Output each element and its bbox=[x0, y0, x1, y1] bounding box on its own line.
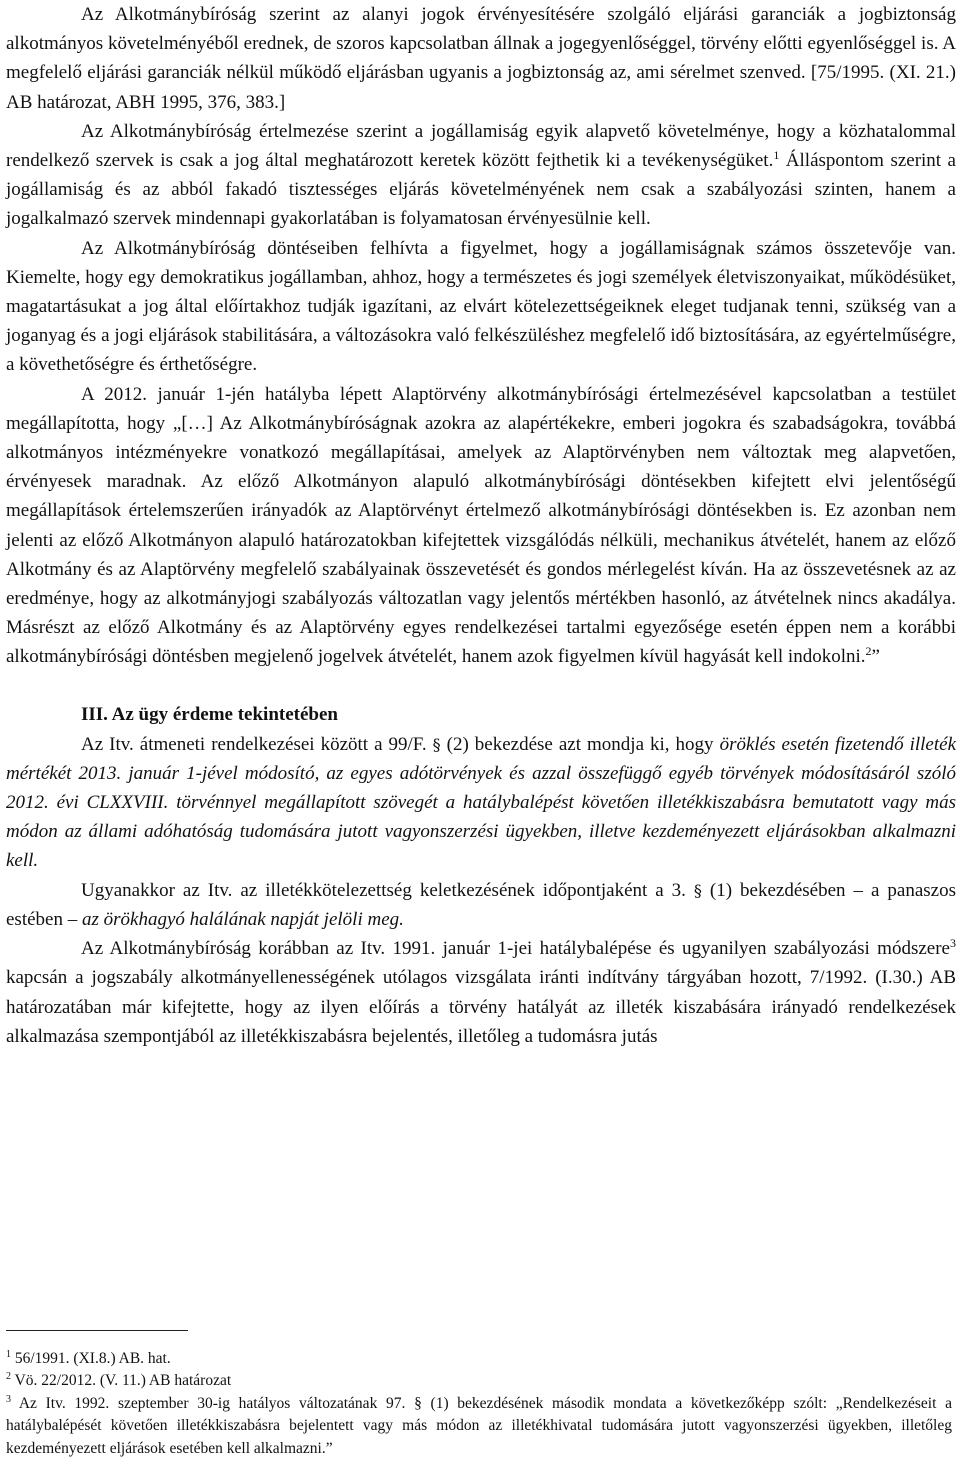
paragraph-4-text-a: A 2012. január 1-jén hatályba lépett Alaptörvény alkotmánybírósági értelmezésével kapcsolatban a testület megállapította, hogy „[…] Az Alkotmánybíróságnak azokra az alapértékekre, emberi jogokra és szabadságokra, továbbá alkotmányos intézményekre vonatkozó megállapításai, amelyek az Alaptörvényben nem változtak meg alapvetően, érvényesek maradnak. Az előző Alkotmányon alapuló alkotmánybírósági döntésekben kifejtett elvi jelentőségű megállapítások értelemszerűen irányadók az Alaptörvényt értelmező alkotmánybírósági döntésekben is. Ez azonban nem jelenti az előző Alkotmányon alapuló határozatokban kifejtettek vizsgálódás nélküli, mechanikus átvételét, hanem az előző Alkotmány és az Alaptörvény megfelelő szabályainak összevetését és gondos mérlegelést kíván. Ha az összevetésnek az az eredménye, hogy az alkotmányjogi szabályozás változatlan vagy jelentős mértékben hasonló, az átvételnek nincs akadálya. Másrészt az előző Alkotmány és az Alaptörvény egyes rendelkezései tartalmi egyezősége esetén éppen nem a korábbi alkotmánybírósági döntésben megjelenő jogelvek átvételét, hanem azok figyelmen kívül hagyását kell indokolni. bbox=[6, 383, 956, 668]
section-paragraph-3-text-a: Az Alkotmánybíróság korábban az Itv. 1991. január 1-jei hatálybalépése és ugyanilyen szabályozási módszere bbox=[81, 938, 950, 960]
section-paragraph-1-italic: öröklés esetén fizetendő illeték mértékét 2013. január 1-jével módosító, az egyes adótörvények és azzal összefüggő egyéb törvények módosításáról szóló 2012. évi CLXXVIII. törvénnyel megállapított szövegét a hatálybalépést követően illetékkiszabásra bemutatott vagy más módon az állami adóhatóság tudomására jutott vagyonszerzési ügyekben, illetve kezdeményezett eljárásokban alkalmazni kell. bbox=[6, 733, 956, 872]
paragraph-4 bbox=[6, 380, 956, 672]
footnote-number: 1 bbox=[6, 1349, 11, 1360]
footnote-3 bbox=[6, 1393, 952, 1460]
section-paragraph-3-text-b: kapcsán a jogszabály alkotmányellenességének utólagos vizsgálata iránti indítvány tárgyában hozott, 7/1992. (I.30.) AB határozatában már kifejtette, hogy az ilyen előírás a törvény hatályát az illeték kiszabására irányadó rendelkezések alkalmazása szempontjából az illetékkiszabásra bejelentés, illetőleg a tudomásra jutás bbox=[6, 967, 956, 1047]
paragraph-2-text-b: Álláspontom szerint a jogállamiság és az abból fakadó tisztességes eljárás követelményének nem csak a szabályozási szinten, hanem a jogalkalmazó szervek mindennapi gyakorlatában is folyamatosan érvényesülnie kell. bbox=[6, 150, 956, 230]
footnote-text: Az Itv. 1992. szeptember 30-ig hatályos változatának 97. § (1) bekezdésének második mondata a következőképp szólt: „Rendelkezéseit a hatálybalépését követően illetékkiszabásra bejelentett vagy más módon az illetékhivatal tudomására jutott vagyonszerzési ügyekben, illetőleg kezdeményezett eljárások esetében kell alkalmazni.” bbox=[6, 1394, 952, 1457]
paragraph-3: Az Alkotmánybíróság döntéseiben felhívta a figyelmet, hogy a jogállamiságnak számos összetevője van. Kiemelte, hogy egy demokratikus jogállamban, ahhoz, hogy a természetes és jogi személyek életviszonyaikat, működésüket, magatartásukat a jog által előírtakhoz tudják igazítani, az elvárt kötelezettségeiknek eleget tudjanak tenni, szükség van a joganyag és a jogi eljárások stabilitására, a változásokra való felkészüléshez megfelelő idő biztosítására, az egyértelműségre, a követhetőségre és érthetőségre. bbox=[6, 237, 956, 376]
paragraph-1: Az Alkotmánybíróság szerint az alanyi jogok érvényesítésére szolgáló eljárási garanciák a jogbiztonság alkotmányos követelményéből erednek, de szoros kapcsolatban állnak a jogegyenlőséggel, törvény előtti egyenlőséggel is. A megfelelő eljárási garanciák nélkül működő eljárásban ugyanis a jogbiztonság az, ami sérelmet szenved. [75/1995. (XI. 21.) AB határozat, ABH 1995, 376, 383.] bbox=[6, 4, 956, 113]
footnote-2 bbox=[6, 1370, 952, 1392]
footnote-text: 56/1991. (XI.8.) AB. hat. bbox=[11, 1350, 171, 1367]
footnotes bbox=[6, 1348, 952, 1460]
footnote-ref-1[interactable]: 1 bbox=[773, 148, 780, 163]
footnote-number: 3 bbox=[6, 1393, 11, 1405]
section-paragraph-1-text-b: (2) bekezdése azt mondja ki, hogy bbox=[440, 733, 720, 755]
section-paragraph-2 bbox=[6, 876, 956, 934]
section-paragraph-2-italic: az örökhagyó halálának napját jelöli meg. bbox=[81, 908, 404, 930]
section-paragraph-1-text-a: Az Itv. átmeneti rendelkezései között a 99/F. bbox=[81, 733, 433, 755]
section-sign: § bbox=[693, 880, 702, 900]
footnote-1 bbox=[6, 1348, 952, 1370]
footnote-text: Vö. 22/2012. (V. 11.) AB határozat bbox=[11, 1372, 232, 1390]
footnote-ref-2[interactable]: 2 bbox=[865, 644, 872, 659]
paragraph-4-text-b: ” bbox=[871, 646, 880, 668]
footnote-separator bbox=[6, 1330, 188, 1331]
section-paragraph-2-text-b: (1) bekezdésében – a panaszos estében – bbox=[6, 879, 957, 930]
section-paragraph-1 bbox=[6, 730, 956, 876]
paragraph-2 bbox=[6, 117, 956, 234]
footnote-ref-3[interactable]: 3 bbox=[950, 936, 956, 951]
section-heading: III. Az ügy érdeme tekintetében bbox=[81, 703, 338, 725]
paragraph-2-text-a: Az Alkotmánybíróság értelmezése szerint a jogállamiság egyik alapvető követelménye, hogy a közhatalommal rendelkező szervek is csak a jog által meghatározott keretek között fejthetik ki a tevékenységüket. bbox=[6, 120, 956, 172]
section-paragraph-2-text-a: Ugyanakkor az Itv. az illetékkötelezettség keletkezésének időpontjaként a 3. bbox=[81, 879, 694, 901]
section-sign: § bbox=[432, 734, 441, 754]
section-paragraph-3 bbox=[6, 934, 956, 1051]
footnote-number: 2 bbox=[6, 1371, 11, 1383]
